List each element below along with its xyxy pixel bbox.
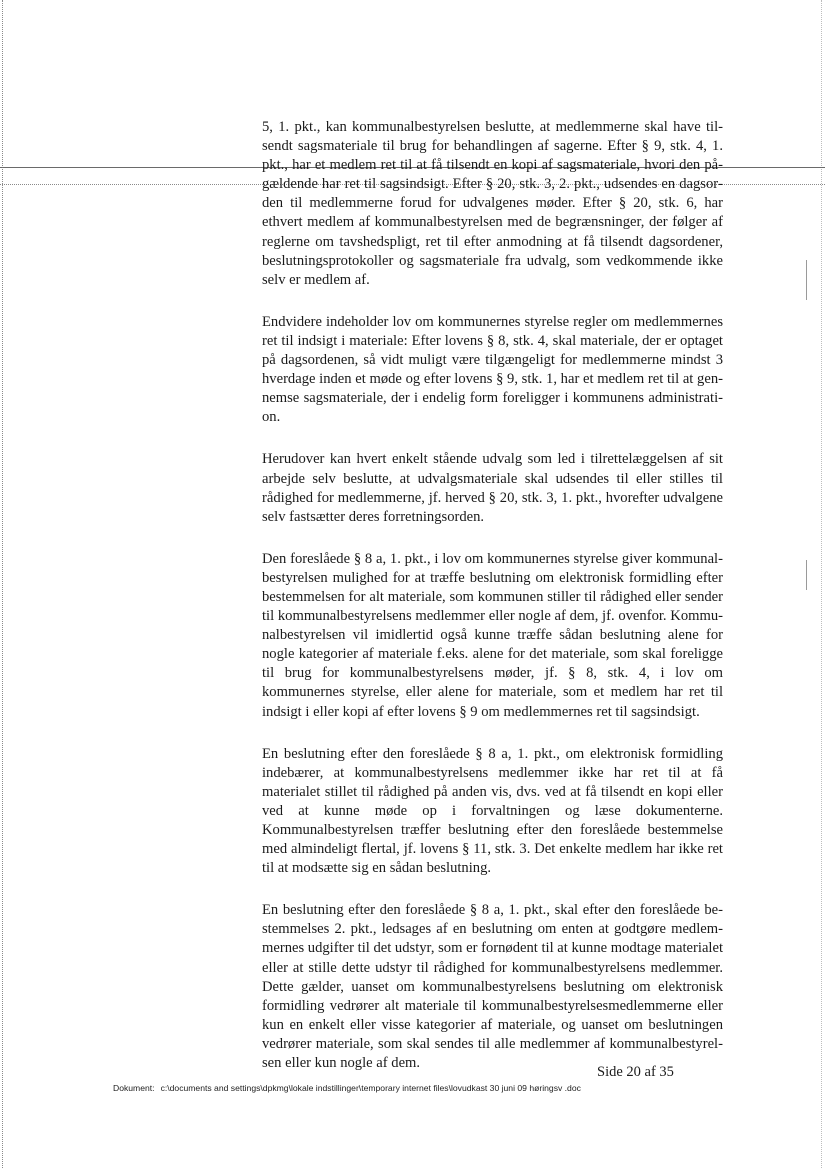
scan-edge-left	[2, 0, 4, 1168]
paragraph: Den foreslåede § 8 a, 1. pkt., i lov om kommunernes styrelse giver kommunalbestyrelsen mulighed for at træffe beslutning om elektronisk formidling efter bestemmelsen for alt materiale, som kommunen stiller til rådighed eller sender til kommunalbestyrelsens medlemmer eller nogle af dem, jf. ovenfor. Kommunalbestyrelsen vil imidlertid også kunne træffe sådan beslutning alene for nogle kategorier af materiale f.eks. alene for det materiale, som skal foreligge til brug for kommunalbestyrelsens møder, jf. § 8, stk. 4, i lov om kommunernes styrelse, eller alene for materiale, som et medlem har ret til indsigt i eller kopi af efter lovens § 9 om medlemmernes ret til sagsindsigt.	[262, 550, 723, 720]
scan-artifact	[806, 260, 807, 300]
document-body	[262, 118, 723, 1096]
paragraph: En beslutning efter den foreslåede § 8 a, 1. pkt., skal efter den foreslåede bestemmelses 2. pkt., ledsages af en beslutning om enten at godtgøre medlemmernes udgifter til det udstyr, som er fornødent til at kunne modtage materialet eller at stille dette udstyr til rådighed for kommunalbestyrelsens medlemmer. Dette gælder, uanset om kommunalbestyrelsens beslutning om elektronisk formidling vedrører alt materiale til kommunalbestyrelsesmedlemmerne eller kun en enkelt eller visse kategorier af materiale, og uanset om beslutningen vedrører materiale, som skal sendes til alle medlemmer af kommunalbestyrelsen eller kun nogle af dem.	[262, 902, 724, 1072]
document-path-footer	[113, 1082, 581, 1094]
page-number: Side 20 af 35	[597, 1064, 674, 1080]
document-label: Dokument:	[113, 1083, 155, 1093]
paragraph: En beslutning efter den foreslåede § 8 a, 1. pkt., om elektronisk formidling indebærer, at kommunalbestyrelsens medlemmer ikke har ret til at få materialet stillet til rådighed på anden vis, dvs. ved at få tilsendt en kopi eller ved at kunne møde op i forvaltningen og læse dokumenterne. Kommunalbestyrelsen træffer beslutning efter den foreslåede bestemmelse med almindeligt flertal, jf. lovens § 11, stk. 3. Det enkelte medlem har ikke ret til at modsætte sig en sådan beslutning.	[262, 745, 723, 877]
scan-edge-right	[821, 0, 823, 1168]
scan-artifact	[806, 560, 807, 590]
paragraph: 5, 1. pkt., kan kommunalbestyrelsen beslutte, at medlemmerne skal have tilsendt sagsmateriale til brug for behandlingen af sagerne. Efter § 9, stk. 4, 1. pkt., har et medlem ret til at få tilsendt en kopi af sagsmateriale, hvori den pågældende har ret til sagsindsigt. Efter § 20, stk. 3, 2. pkt., udsendes en dagsorden til medlemmerne forud for udvalgenes møder. Efter § 20, stk. 6, har ethvert medlem af kommunalbestyrelsen med de begrænsninger, der følger af reglerne om tavshedspligt, ret til efter anmodning at få tilsendt dagsordener, beslutningsprotokoller og sagsmateriale fra udvalg, som vedkommende ikke selv er medlem af.	[262, 119, 723, 288]
paragraph: Herudover kan hvert enkelt stående udvalg som led i tilrettelæggelsen af sit arbejde selv beslutte, at udvalgsmateriale skal udsendes til eller stilles til rådighed for medlemmerne, jf. herved § 20, stk. 3, 1. pkt., hvorefter udvalgene selv fastsætter deres forretningsorden.	[262, 451, 723, 525]
document-path: c:\documents and settings\dpkmg\lokale indstillinger\temporary internet files\lovudkast 30 juni 09 høringsv .doc	[160, 1083, 581, 1093]
paragraph: Endvidere indeholder lov om kommunernes styrelse regler om medlemmernes ret til indsigt i materiale: Efter lovens § 8, stk. 4, skal materiale, der er optaget på dagsordenen, så vidt muligt være tilgængeligt for medlemmerne mindst 3 hverdage inden et møde og efter lovens § 9, stk. 1, har et medlem ret til at gennemse sagsmateriale, der i endelig form foreligger i kommunens administration.	[262, 313, 723, 426]
